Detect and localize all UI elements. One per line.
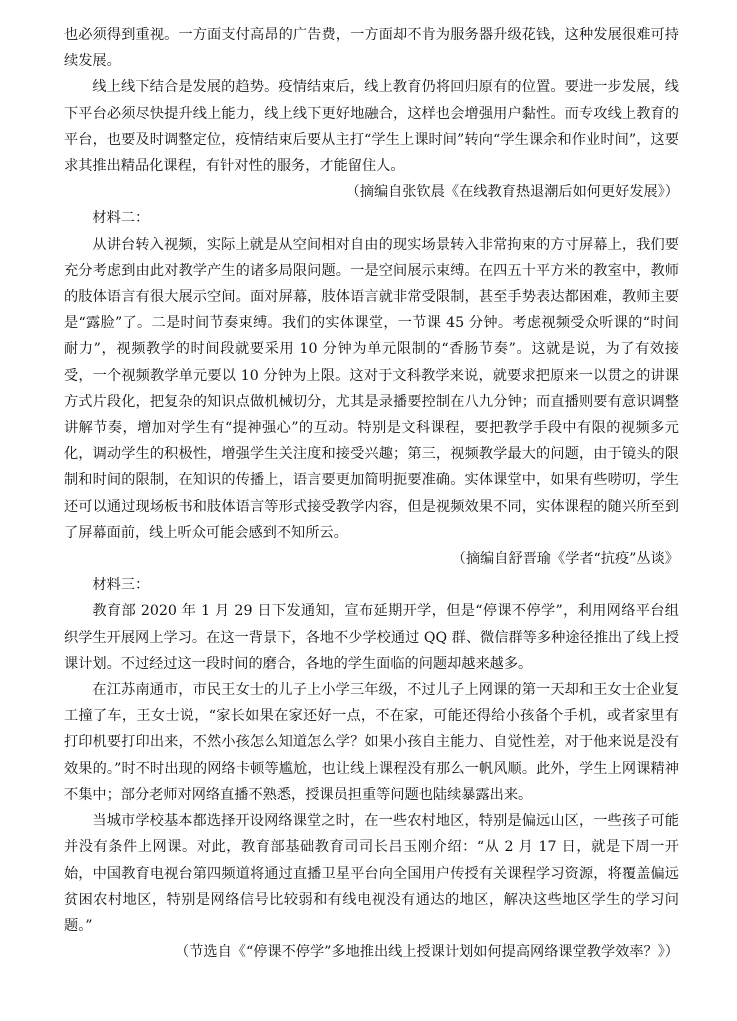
paragraph-material-3-2: 在江苏南通市，市民王女士的儿子上小学三年级，不过儿子上网课的第一天却和王女士企业复工撞了车，王女士说，“家长如果在家还好一点，不在家，可能还得给小孩备个手机，或者家里有打印机要打印出来，不然小孩怎么知道怎么学？如果小孩自主能力、自觉性差，对于他来说是没有效果的。”时不时出现的网络卡顿等尴尬，也让线上课程没有那么一帆风顺。此外，学生上网课精神不集中；部分老师对网络直播不熟悉，授课员担重等问题也陆续暴露出来。	[64, 682, 679, 803]
paragraph-material-2: 从讲台转入视频，实际上就是从空间相对自由的现实场景转入非常拘束的方寸屏幕上，我们要充分考虑到由此对教学产生的诸多局限问题。一是空间展示束缚。在四五十平方米的教室中，教师的肢体语言有很大展示空间。面对屏幕，肢体语言就非常受限制，甚至手势表达都困难，教师主要是“露脸”了。二是时间节奏束缚。我们的实体课堂，一节课 45 分钟。考虑视频受众听课的“时间耐力”，视频教学的时间段就要采用 10 分钟为单元限制的“香肠节奏”。这就是说，为了有效接受，一个视频教学单元要以 10 分钟为上限。这对于文科教学来说，就要求把原来一以贯之的讲课方式片段化，把复杂的知识点做机械切分，尤其是录播要控制在八九分钟；而直播则要有意识调整讲解节奏，增加对学生有“提神强心”的互动。特别是文科课程，要把教学手段中有限的视频多元化，调动学生的积极性，增强学生关注度和接受兴趣；第三，视频教学最大的问题，由于镜头的限制和时间的限制，在知识的传播上，语言要更加简明扼要准确。实体课堂中，如果有些唠叨，学生还可以通过现场板书和肢体语言等形式接受教学内容，但是视频效果不同，实体课程的随兴所至到了屏幕面前，线上听众可能会感到不知所云。	[64, 236, 679, 541]
source-citation-2: （摘编自舒晋瑜《学者“抗疫”丛谈》	[451, 551, 679, 568]
paragraph-material-3-3: 当城市学校基本都选择开设网络课堂之时，在一些农村地区，特别是偏远山区，一些孩子可能并没有条件上网课。对此，教育部基础教育司司长吕玉刚介绍：“从 2 月 17 日，就是下周一开始，中国教育电视台第四频道将通过直播卫星平台向全国用户传授有关课程学习资源，将覆盖偏远贫困农村地区，特别是网络信号比较弱和有线电视没有通达的地区，解决这些地区学生的学习问题。”	[64, 813, 679, 934]
source-citation-1: （摘编自张钦晨《在线教育热退潮后如何更好发展》）	[345, 184, 679, 201]
material-2-heading: 材料二：	[92, 210, 150, 227]
material-3-heading: 材料三：	[92, 577, 150, 594]
paragraph-material-3-1: 教育部 2020 年 1 月 29 日下发通知，宣布延期开学，但是“停课不停学”，利用网络平台组织学生开展网上学习。在这一背景下，各地不少学校通过 QQ 群、微信群等多种途径推出了线上授课计划。不过经过这一段时间的磨合，各地的学生面临的问题却越来越多。	[64, 603, 679, 672]
paragraph-online-offline: 线上线下结合是发展的趋势。疫情结束后，线上教育仍将回归原有的位置。要进一步发展，线下平台必须尽快提升线上能力，线上线下更好地融合，这样也会增强用户黏性。而专攻线上教育的平台，也要及时调整定位，疫情结束后要从主打“学生上课时间”转向“学生课余和作业时间”，这要求其推出精品化课程，有针对性的服务，才能留住人。	[64, 79, 679, 175]
paragraph-continued: 也必须得到重视。一方面支付高昂的广告费，一方面却不肯为服务器升级花钱，这种发展很难可持续发展。	[64, 27, 679, 70]
source-citation-3: （节选自《“停课不停学”多地推出线上授课计划如何提高网络课堂教学效率？》）	[175, 944, 679, 961]
document-page	[64, 22, 679, 965]
